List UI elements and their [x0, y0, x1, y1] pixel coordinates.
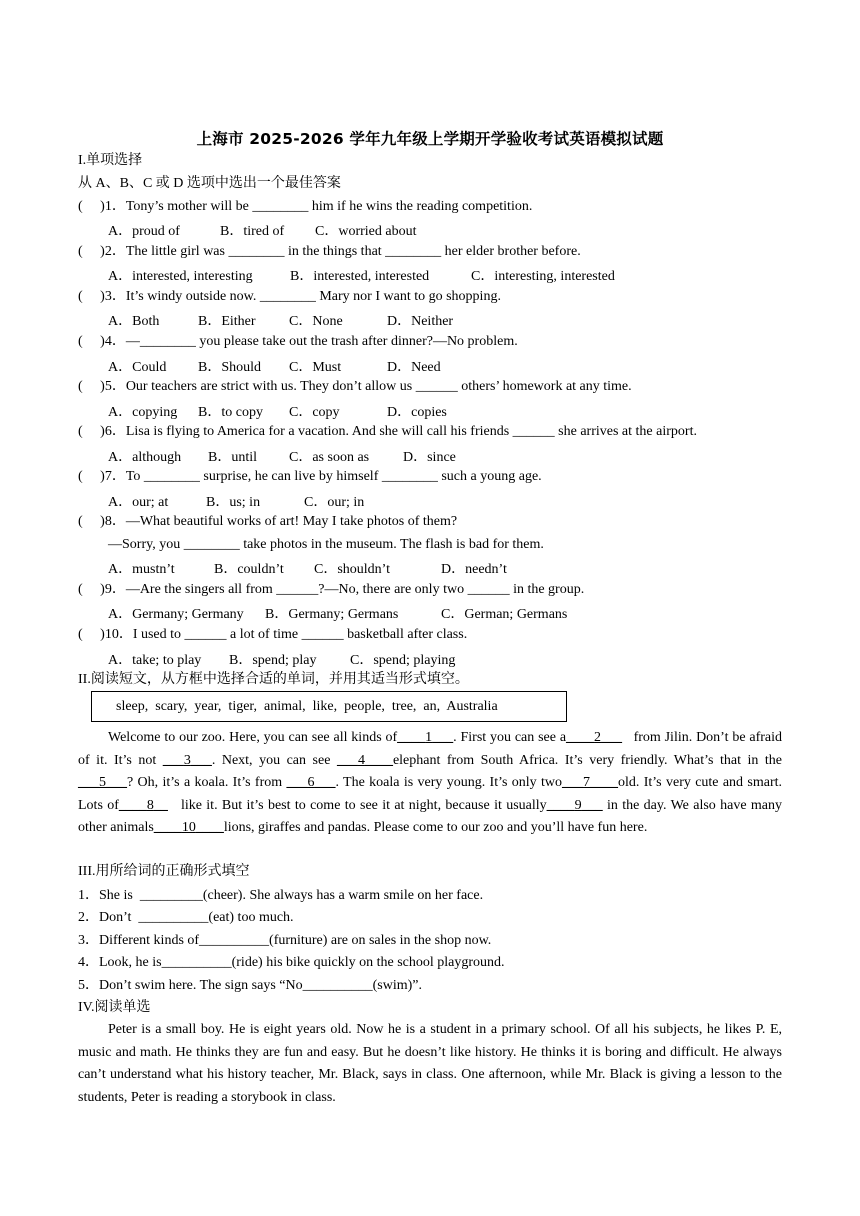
option: B．Either	[198, 314, 256, 329]
cloze-passage	[78, 727, 782, 840]
option: B．until	[208, 450, 258, 465]
reading-passage	[78, 1019, 782, 1109]
section-3-heading: III.用所给词的正确形式填空	[78, 864, 250, 879]
blank-9: ____9___	[546, 797, 603, 813]
option: B．Germany; Germans	[265, 607, 399, 622]
page-title: 上海市 2025-2026 学年九年级上学期开学验收考试英语模拟试题	[196, 130, 664, 148]
passage-text: . First you can see a	[453, 730, 567, 745]
blank-8: ____8__	[118, 797, 168, 813]
blank-1: ____1___	[397, 730, 454, 745]
question-1-stem: ( )1．Tony’s mother will be ________ him if he wins the reading competition.	[78, 199, 533, 214]
fill-item-2: 2．Don’t __________(eat) too much.	[78, 910, 294, 925]
blank-5: ___5___	[78, 775, 127, 791]
option: B．spend; play	[229, 653, 317, 668]
option: A．although	[108, 450, 182, 465]
option: B．to copy	[198, 405, 263, 420]
option: C．German; Germans	[441, 607, 568, 622]
option: C．worried about	[315, 224, 417, 239]
passage-text: like it. But it’s best to come to see it at night, because it usually	[180, 797, 547, 813]
option: A．proud of	[108, 224, 180, 239]
option: D．copies	[387, 405, 447, 420]
passage-text: Welcome to our zoo. Here, you can see all kinds of	[108, 730, 398, 745]
passage-text: Peter is a small boy. He is eight years old. Now he is a student in a primary school. Of all his subjects, he likes P. E, music and math. He thinks they are fun and easy. But he doesn’t like history. He thinks it is boring and difficult. He always can’t understand what his history teacher, Mr. Black, says in class. One afternoon, while Mr. Black is giving a lesson to the students, Peter is reading a storybook in class.	[78, 1022, 782, 1105]
option: A．our; at	[108, 495, 169, 510]
passage-text: . Next, you can see	[211, 752, 331, 768]
fill-item-3: 3．Different kinds of__________(furniture) are on sales in the shop now.	[78, 933, 492, 948]
passage-text: old. It’s very cute and smart. Lots of	[78, 775, 783, 813]
option: A．take; to play	[108, 653, 202, 668]
passage-text: from Jilin. Don’t be afraid of it. It’s not	[78, 730, 783, 768]
fill-item-5: 5．Don’t swim here. The sign says “No__________(swim)”.	[78, 978, 422, 993]
option: A．interested, interesting	[108, 269, 253, 284]
option: A．Could	[108, 360, 167, 375]
question-2-stem: ( )2．The little girl was ________ in the things that ________ her elder brother before.	[78, 244, 581, 259]
option: C．copy	[289, 405, 340, 420]
passage-text: . The koala is very young. It’s only two	[335, 775, 563, 791]
section-2-heading: II.阅读短文，从方框中选择合适的单词，并用其适当形式填空。	[78, 672, 469, 687]
section-1-instruction: 从 A、B、C 或 D 选项中选出一个最佳答案	[78, 176, 341, 191]
word-box	[91, 691, 567, 722]
section-1-heading: I.单项选择	[78, 153, 143, 168]
option: B．tired of	[220, 224, 285, 239]
option: C．interesting, interested	[471, 269, 615, 284]
option: A．Germany; Germany	[108, 607, 244, 622]
passage-text: in the day. We also have many other animals	[78, 797, 783, 836]
option: A．Both	[108, 314, 160, 329]
question-9-stem: ( )9．—Are the singers all from ______?—No, there are only two ______ in the group.	[78, 582, 585, 597]
passage-text: lions, giraffes and pandas. Please come to our zoo and you’ll have fun here.	[223, 820, 648, 836]
option: A．copying	[108, 405, 178, 420]
blank-7: ___7____	[562, 775, 619, 791]
option: C．as soon as	[289, 450, 370, 465]
blank-4: ___4____	[336, 752, 393, 768]
option: D．since	[403, 450, 456, 465]
fill-item-1: 1．She is _________(cheer). She always has a warm smile on her face.	[78, 888, 484, 903]
fill-item-4: 4．Look, he is__________(ride) his bike quickly on the school playground.	[78, 955, 505, 970]
blank-6: ___6___	[286, 775, 336, 791]
blank-2: ____2___	[566, 730, 623, 745]
question-3-stem: ( )3．It’s windy outside now. ________ Mary nor I want to go shopping.	[78, 289, 501, 304]
question-5-stem: ( )5．Our teachers are strict with us. They don’t allow us ______ others’ homework at any time.	[78, 379, 632, 394]
option: D．needn’t	[441, 562, 507, 577]
option: B．Should	[198, 360, 262, 375]
question-10-stem: ( )10．I used to ______ a lot of time ______ basketball after class.	[78, 627, 468, 642]
option: C．our; in	[304, 495, 365, 510]
blank-3: ___3___	[162, 752, 212, 768]
word-box-words: sleep, scary, year, tiger, animal, like, people, tree, an, Australia	[116, 699, 498, 714]
option: C．Must	[289, 360, 342, 375]
option: C．shouldn’t	[314, 562, 390, 577]
question-6-stem: ( )6．Lisa is flying to America for a vacation. And she will call his friends ______ she arrives at the airport.	[78, 424, 697, 439]
section-4-heading: IV.阅读单选	[78, 1000, 151, 1015]
option: D．Neither	[387, 314, 454, 329]
passage-text: elephant from South Africa. It’s very friendly. What’s that in the	[392, 752, 783, 768]
option: C．spend; playing	[350, 653, 456, 668]
question-4-stem: ( )4．—________ you please take out the trash after dinner?—No problem.	[78, 334, 518, 349]
question-7-stem: ( )7．To ________ surprise, he can live by himself ________ such a young age.	[78, 469, 542, 484]
question-8-stem-line2: —Sorry, you ________ take photos in the museum. The flash is bad for them.	[108, 537, 544, 552]
option: B．couldn’t	[214, 562, 284, 577]
option: A．mustn’t	[108, 562, 175, 577]
blank-10: ____10____	[153, 820, 224, 836]
option: B．interested, interested	[290, 269, 430, 284]
option: C．None	[289, 314, 343, 329]
passage-text: ? Oh, it’s a koala. It’s from	[127, 775, 283, 791]
option: D．Need	[387, 360, 441, 375]
question-8-stem: ( )8．—What beautiful works of art! May I take photos of them?	[78, 514, 458, 529]
option: B．us; in	[206, 495, 261, 510]
